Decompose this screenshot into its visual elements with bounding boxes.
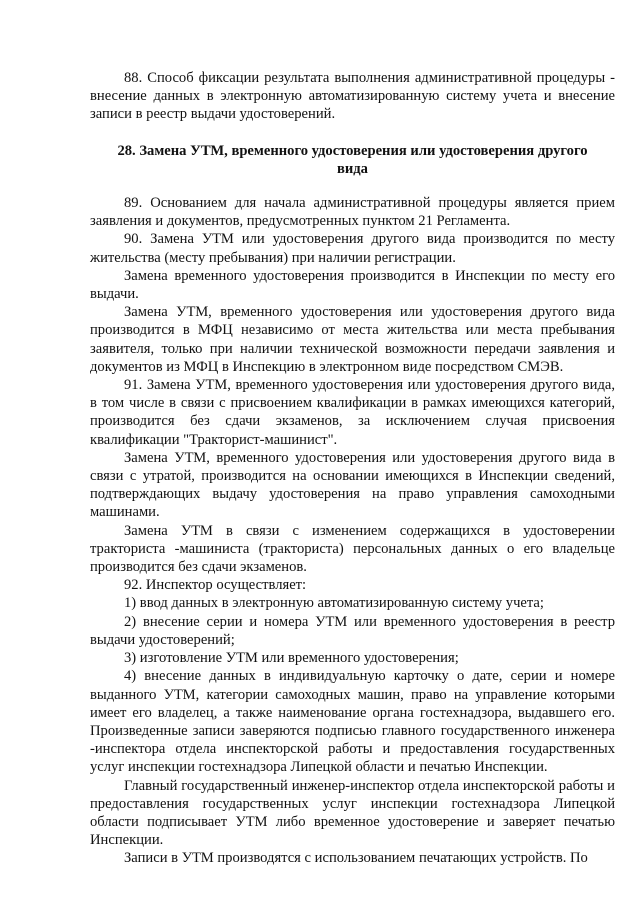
paragraph: 2) внесение серии и номера УТМ или временного удостоверения в реестр выдачи удостоверений; (90, 613, 615, 648)
paragraph: Замена временного удостоверения производится в Инспекции по месту его выдачи. (90, 267, 615, 303)
paragraph: 92. Инспектор осуществляет: (124, 577, 307, 594)
paragraph: 91. Замена УТМ, временного удостоверения или удостоверения другого вида, в том числе в связи с присвоением квалификации в рамках имеющихся категорий, производится без сдачи экзаменов, за исключением случая присвоения квалификации "Тракторист-машинист". (90, 377, 615, 448)
paragraph: Записи в УТМ производятся с использованием печатающих устройств. По (124, 850, 588, 867)
paragraph: Замена УТМ в связи с изменением содержащихся в удостоверении тракториста -машиниста (тракториста) персональных данных о его владельце производится без сдачи экзаменов. (90, 522, 615, 576)
paragraph: 4) внесение данных в индивидуальную карточку о дате, серии и номере выданного УТМ, категории самоходных машин, право на управление которыми имеет его владелец, а также наименование органа гостехнадзора, выдавшего его. Произведенные записи заверяются подписью главного государственного инженера -инспектора отдела инспекторской работы и предоставления государственных услуг инспекции гостехнадзора Липецкой области и печатью Инспекции. (90, 668, 615, 776)
document-page (90, 69, 615, 868)
paragraph-88: 88. Способ фиксации результата выполнения административной процедуры - внесение данных в электронную автоматизированную систему учета и внесение записи в реестр выдачи удостоверений. (90, 70, 615, 123)
paragraph: Главный государственный инженер-инспектор отдела инспекторской работы и предоставления государственных услуг инспекции гостехнадзора Липецкой области подписывает УТМ либо временное удостоверение и заверяет печатью Инспекции. (90, 777, 615, 849)
section-heading: 28. Замена УТМ, временного удостоверения или удостоверения другого вида (117, 142, 588, 177)
paragraph: 89. Основанием для начала административной процедуры является прием заявления и документов, предусмотренных пунктом 21 Регламента. (90, 195, 615, 230)
paragraph: 90. Замена УТМ или удостоверения другого вида производится по месту жительства (месту пребывания) при наличии регистрации. (90, 231, 615, 266)
paragraph: Замена УТМ, временного удостоверения или удостоверения другого вида в связи с утратой, производится на основании имеющихся в Инспекции сведений, подтверждающих выдачу удостоверения на право управления самоходными машинами. (90, 449, 615, 521)
paragraph: 3) изготовление УТМ или временного удостоверения; (124, 650, 459, 667)
paragraph: 1) ввод данных в электронную автоматизированную систему учета; (124, 595, 544, 612)
paragraph: Замена УТМ, временного удостоверения или удостоверения другого вида производится в МФЦ независимо от места жительства или места пребывания заявителя, только при наличии технической возможности передачи заявления и документов из МФЦ в Инспекцию в электронном виде посредством СМЭВ. (90, 304, 615, 375)
